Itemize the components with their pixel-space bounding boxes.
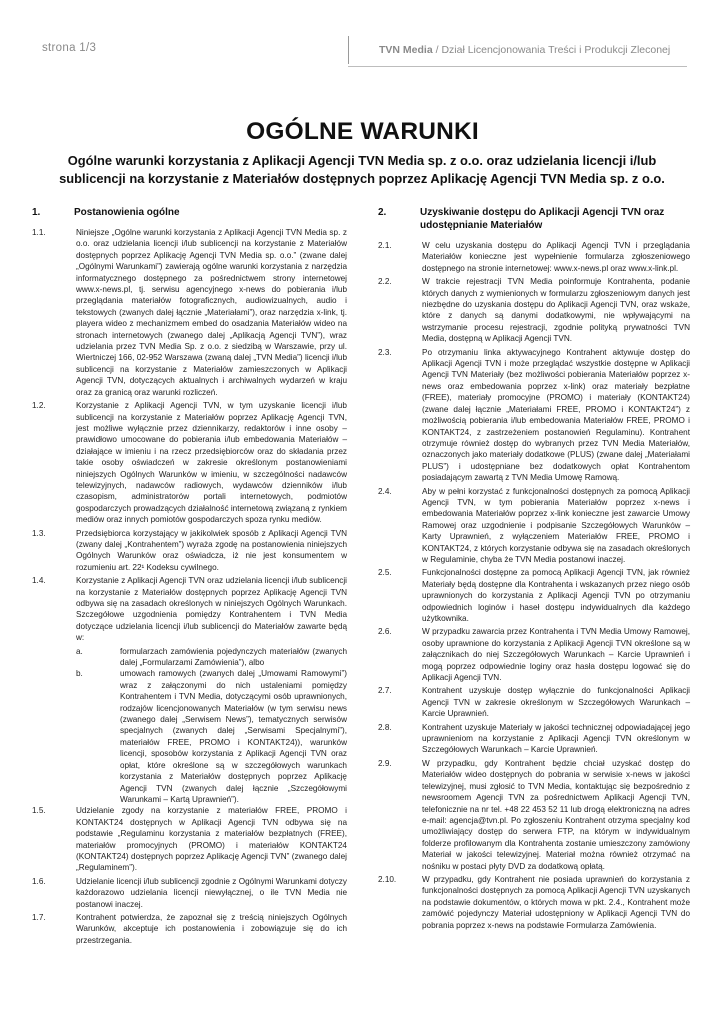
page-header — [42, 36, 687, 66]
clause-number: 1.4. — [32, 576, 46, 586]
clause-number: 2.2. — [378, 277, 392, 287]
clause-number: 2.6. — [378, 627, 392, 637]
clause-text: Kontrahent potwierdza, że zapoznał się z treścią niniejszych Ogólnych Warunków, akceptuje ich postanowienia i zobowiązuje się do ich przestrzegania. — [76, 912, 347, 945]
clause-number: 2.9. — [378, 758, 392, 768]
clause-text: Po otrzymaniu linka aktywacyjnego Kontrahent aktywuje dostęp do Aplikacji Agencji TVN i może przeglądać wszystkie dostępne w Aplikacji Agencji TVN Materiały (bez możliwości pobierania Materiałów poprzez x-news oraz embedowania poprzez x-link) oraz materiały bezpłatne (FREE), materiały promocyjne (PROMO) i materiały (KONTAKT24) (zwane dalej łącznie „Materiałami FREE, PROMO i KONTAKT24”) z możliwością pobierania i/lub embedowania Materiałów FREE, PROMO i KONTAKT24, z zastrzeżeniem postanowień Regulaminu). Kontrahent otrzymuje również dostęp do wybranych przez TVN Media Materiałów, oznaczonych jako materiały dodatkowe (PLUS) (zwane dalej „Materiałami PLUS”) i udostępniane bez dodatkowych opłat Kontrahentom posiadającym zawartą z TVN Media Umowę Ramową. — [422, 347, 690, 483]
clause-text: W celu uzyskania dostępu do Aplikacji Agencji TVN i przeglądania Materiałów konieczne jest wypełnienie formularza zgłoszeniowego dostępnego na stronie internetowej: www.x-news.pl oraz www.x-link.pl. — [422, 241, 690, 273]
clause — [378, 276, 690, 344]
clause — [378, 486, 690, 566]
brand-name: TVN Media — [379, 44, 433, 56]
clause-text: Niniejsze „Ogólne warunki korzystania z Aplikacji Agencji TVN Media sp. z o.o. oraz udzielania licencji i/lub sublicencji na korzystanie z Materiałów dostępnych poprzez Aplikację Agencji TVN Media sp. o.o.” (zwane dalej „Ogólnymi Warunkami”) zawierają ogólne warunki korzystania z narzędzia informatycznego dostępnego za pośrednictwem strony internetowej www.x-news.pl, tj. serwisu agencyjnego x-news do pobierania i/lub przeglądania materiałów fotograficznych, audiowizualnych, audio i tekstowych (zwanych dalej łącznie „Materiałami”), oraz narzędzia x-link, tj. playera wideo z mechanizmem embed do osadzania Materiałów wideo na stronach internetowych (zwanego dalej „Aplikacją Agencji TVN”), wraz udzielania przez TVN Media Sp. z o.o. z siedzibą w Warszawie, przy ul. Wiertniczej 166, 02-952 Warszawa (zwaną dalej „TVN Media”) licencji i/lub sublicencji na korzystanie z Materiałów zamieszczonych w Aplikacji Agencji TVN, dotyczących aktualnych i archiwalnych wydarzeń w kraju oraz za granicą oraz warunki rozliczeń. — [76, 228, 347, 397]
section-number: 1. — [32, 207, 41, 218]
clause-text: W przypadku zawarcia przez Kontrahenta i TVN Media Umowy Ramowej, osoby uprawnione do korzystania z Aplikacji Agencji TVN określone są w załącznikach do niej Szczegółowych Warunkach – Karcie Uprawnień i mogą poprzez odpowiednie loginy oraz hasła dostępu logować się do Aplikacji Agencji TVN. — [422, 627, 690, 683]
section-title: Uzyskiwanie dostępu do Aplikacji Agencji TVN oraz udostępnianie Materiałów — [420, 207, 665, 231]
clause-number: 2.8. — [378, 722, 392, 732]
clause-number: 1.7. — [32, 912, 46, 922]
header-title — [348, 36, 670, 64]
clause-text: Udzielanie licencji i/lub sublicencji zgodnie z Ogólnymi Warunkami dotyczy każdorazowo udzielania licencji niewyłącznej, o ile TVN Media nie postanowi inaczej. — [76, 876, 347, 909]
clause — [378, 347, 690, 484]
clause-text: umowach ramowych (zwanych dalej „Umowami Ramowymi”) wraz z załączonymi do nich ustaleniami pomiędzy Kontrahentem i TVN Media, dotyczącymi osób uprawnionych, rodzajów licencjonowanych Materiałów (w tym serwisu news (zwanego dalej „Serwisem News”), tematycznych serwisów specjalnych (zwanych dalej „Serwisami Specjalnymi”), materiałów FREE, PROMO i KONTAKT24)), warunków licencji, sposobów korzystania z Aplikacji Agencji TVN oraz opłat, które określone są w szczegółowych warunkach korzystania z Materiałów dostępnych poprzez Aplikację Agencji TVN (zwanych dalej łącznie „Szczegółowymi Warunkami – Kartą Uprawnień”). — [120, 669, 347, 804]
clause-number: 2.4. — [378, 486, 392, 496]
section-heading — [32, 206, 347, 219]
clause — [378, 240, 690, 274]
clause — [378, 626, 690, 683]
clause-text: Przedsiębiorca korzystający w jakikolwiek sposób z Aplikacji Agencji TVN (zwany dalej „Kontrahentem”) wyraża zgodę na postanowienia niniejszych Ogólnych Warunków oraz oświadcza, iż nie jest konsumentem w rozumieniu art. 22¹ Kodeksu cywilnego. — [76, 528, 347, 572]
clause — [32, 528, 347, 574]
header-rule — [348, 66, 687, 67]
clause-number: 1.1. — [32, 228, 46, 237]
clause-number: 1.5. — [32, 806, 46, 816]
clause-text: Kontrahent uzyskuje dostęp wyłącznie do funkcjonalności Aplikacji Agencji TVN w zakresie określonym w Szczegółowych Warunkach – Karcie Uprawnień. — [422, 686, 690, 719]
clause — [32, 575, 347, 643]
clause — [32, 400, 347, 525]
clause-text: Korzystanie z Aplikacji Agencji TVN oraz udzielania licencji i/lub sublicencji na korzystanie z Materiałów dostępnych poprzez Aplikację Agencji TVN odbywa się na zasadach określonych w niniejszych Ogólnych Warunkach. Szczegółowe uzgodnienia pomiędzy Kontrahentem i TVN Media dotyczące udzielania licencji i/lub sublicencji do Materiałów zawarte będą w: — [76, 576, 347, 643]
clause — [32, 227, 347, 398]
clause — [378, 567, 690, 624]
sub-clause — [76, 668, 347, 805]
clause — [32, 805, 347, 873]
clause-text: Kontrahent uzyskuje Materiały w jakości technicznej odpowiadającej jego uprawnieniom na korzystanie z Aplikacji Agencji TVN określonym w Szczegółowych Warunkach – Karcie Uprawnień. — [422, 722, 690, 755]
clause-text: W przypadku, gdy Kontrahent będzie chciał uzyskać dostęp do Materiałów wideo dostępnych do pobrania w serwisie x-news w jakości telewizyjnej, musi zgłosić to TVN Media, kontaktując się bezpośrednio z newsroomem Agencji TVN za pośrednictwem Aplikacji Agencji TVN, telefonicznie na nr tel. +48 22 453 52 11 lub drogą elektroniczną na adres e-mail: agencja@tvn.pl. Po zgłoszeniu Kontrahent otrzyma specjalny kod umożliwiający dostęp do serwera FTP, na którym w indywidualnym folderze profilowanym dla Kontrahenta zostanie umieszczony zamówiony Materiał w jakości telewizyjnej. Materiał można również otrzymać na nośniku w postaci płyty DVD za dodatkową opłatą. — [422, 758, 690, 871]
clause-text: W przypadku, gdy Kontrahent nie posiada uprawnień do korzystania z funkcjonalności dostępnych za pomocą Aplikacji Agencji TVN uzyskanych na podstawie dokumentów, o których mowa w pkt. 2.4., Kontrahent może zamówić pojedynczy Materiał udostępniony w Aplikacji Agencji TVN do pobrania poprzez x-news na podstawie Formularza Zamówienia. — [422, 874, 690, 930]
sub-clause — [76, 646, 347, 669]
clause — [32, 912, 347, 946]
clause-number: b. — [76, 669, 83, 679]
clause-number: a. — [76, 646, 83, 656]
clause — [378, 722, 690, 756]
left-column — [32, 206, 347, 948]
department-name: Dział Licencjonowania Treści i Produkcji Zleconej — [441, 44, 671, 56]
clause-number: 2.5. — [378, 568, 392, 578]
clause-number: 2.7. — [378, 686, 392, 696]
clause-text: Udzielanie zgody na korzystanie z materiałów FREE, PROMO i KONTAKT24 dostępnych w Aplikacji Agencji TVN odbywa się na podstawie „Regulaminu korzystania z materiałów bezpłatnych (FREE), materiałów promocyjnych (PROMO) i materiałów KONTAKT24 (KONTAKT24) dostępnych poprzez Aplikację Agencji TVN” (zwanego dalej „Regulaminem”). — [76, 806, 347, 873]
clause-number: 1.2. — [32, 401, 46, 411]
clause-text: W trakcie rejestracji TVN Media poinformuje Kontrahenta, podanie których danych z wymienionych w formularzu zgłoszeniowym danych jest niezbędne do uzyskania dostępu do Aplikacji Agencji TVN, oraz wskaże, które z danych są danymi dodatkowymi, nie wpływającymi na wstrzymanie procesu rejestracji, zgodnie polityką prywatności TVN Media, dostępną w Aplikacji Agencji TVN. — [422, 277, 690, 344]
clause — [32, 876, 347, 910]
clause-number: 2.10. — [378, 874, 397, 884]
page-number: strona 1/3 — [42, 42, 97, 54]
clause — [378, 685, 690, 719]
section-title: Postanowienia ogólne — [74, 207, 180, 218]
clause-number: 2.1. — [378, 241, 392, 250]
section-number: 2. — [378, 207, 387, 218]
clause-text: Funkcjonalności dostępne za pomocą Aplikacji Agencji TVN, jak również Materiały będą dostępne dla Kontrahenta i wskazanych przez niego osób uprawnionych do korzystania z Aplikacji Agencji TVN po otrzymaniu odpowiednich loginów i haseł dostępu indywidualnych dla każdego użytkownika. — [422, 568, 690, 623]
clause-text: formularzach zamówienia pojedynczych materiałów (zwanych dalej „Formularzami Zamówienia”), albo — [120, 646, 347, 668]
header-separator: / — [432, 44, 442, 56]
document-title: OGÓLNE WARUNKI — [246, 118, 479, 145]
clause — [378, 758, 690, 872]
clause-text: Aby w pełni korzystać z funkcjonalności dostępnych za pomocą Aplikacji Agencji TVN, w tym pobierania Materiałów poprzez x-news i embedowania Materiałów poprzez x-link konieczne jest zawarcie Umowy Ramowej oraz uzgodnienie i podpisanie Szczegółowych Warunków – Karty Uprawnień, z wyłączeniem Materiałów FREE, PROMO i KONTAKT24, z których korzystanie odbywa się na zasadach określonych w Regulaminie, chyba że TVN Media postanowi inaczej. — [422, 486, 690, 564]
section-heading — [378, 206, 690, 232]
document-subtitle: Ogólne warunki korzystania z Aplikacji Agencji TVN Media sp. z o.o. oraz udzielania licencji i/lub sublicencji na korzystanie z Materiałów dostępnych poprzez Aplikację Agencji TVN Media sp. z o.o. — [59, 153, 665, 186]
clause — [378, 874, 690, 931]
right-column — [378, 206, 690, 933]
clause-number: 2.3. — [378, 347, 392, 357]
clause-text: Korzystanie z Aplikacji Agencji TVN, w tym uzyskanie licencji i/lub sublicencji na korzystanie z Materiałów poprzez Aplikację Agencji TVN, jest możliwe wyłącznie przez dziennikarzy, redaktorów i inne osoby – prawidłowo umocowane do pobierania i/lub embedowania Materiałów – działające w imieniu i na rzecz przedsiębiorców oraz do składania przez takie osoby oświadczeń w zakresie określonym postanowieniami niniejszych Ogólnych Warunków w imieniu, w szczególności nadawców telewizyjnych, nadawców radiowych, wydawców dzienników i/lub czasopism, administratorów portali internetowych, podmiotów gospodarczych prowadzących działalność internetową związaną z rynkiem mediów oraz innych pomiotów gospodarczych spoza rynku mediów. — [76, 401, 347, 525]
clause-number: 1.6. — [32, 876, 46, 886]
clause-number: 1.3. — [32, 528, 46, 538]
